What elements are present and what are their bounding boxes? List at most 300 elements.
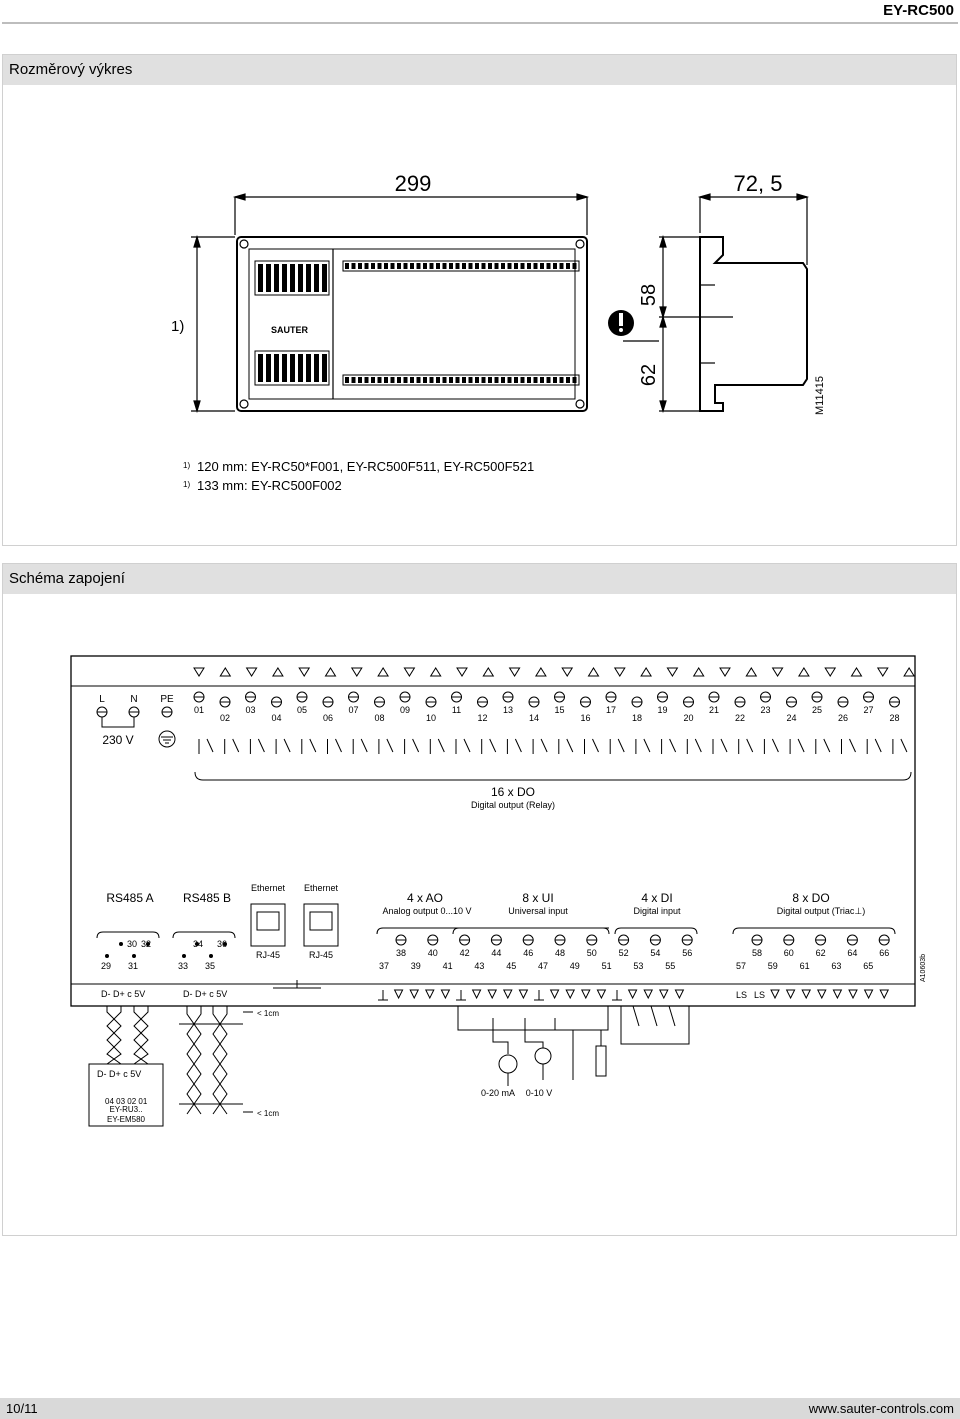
terminal-tooth [449, 377, 453, 383]
do-group-subtitle: Digital output (Triac⊥) [776, 906, 866, 916]
terminal-slot [274, 354, 279, 382]
relay-contact-switch [850, 739, 856, 752]
dimension-drawing [3, 85, 956, 545]
terminal-tooth [345, 377, 349, 383]
triac-terminal-top-label: 64 [847, 948, 858, 958]
io-terminal-bottom-label: 43 [474, 961, 485, 971]
terminal-tooth [514, 377, 518, 383]
terminal-tooth [436, 263, 440, 269]
relay-terminal-bottom-label: 06 [322, 713, 334, 723]
width-dimension: 299 [394, 171, 432, 196]
terminal-tooth [417, 263, 421, 269]
triangle-symbol [352, 668, 362, 676]
triangle-symbol [597, 990, 605, 998]
io-terminal-top-label: 56 [682, 948, 693, 958]
module-line1: EY-RU3.. [109, 1105, 143, 1114]
io-terminal-top-label: 52 [618, 948, 629, 958]
triangle-symbol [852, 668, 862, 676]
triangle-symbol [904, 668, 914, 676]
terminal-tooth [404, 377, 408, 383]
terminal-tooth [475, 377, 479, 383]
terminal-tooth [462, 377, 466, 383]
triangle-symbol [865, 990, 873, 998]
relay-contact-switch [490, 739, 496, 752]
terminal-tooth [553, 377, 557, 383]
triac-terminal-top-label: 66 [879, 948, 890, 958]
di-group-title: 4 x DI [641, 891, 673, 905]
triangle-symbol [404, 668, 414, 676]
relay-terminal-top-label: 21 [708, 705, 720, 715]
terminal-tooth [566, 377, 570, 383]
bus-a-label: D- D+ c 5V [101, 989, 146, 999]
di-group-subtitle: Digital input [633, 906, 681, 916]
terminal-tooth [540, 377, 544, 383]
page-number: 10/11 [6, 1401, 38, 1416]
terminal-tooth [501, 377, 505, 383]
rs485a-t30: 30 [127, 939, 138, 949]
relay-terminal-bottom-label: 12 [477, 713, 488, 723]
terminal-tooth [553, 263, 557, 269]
top-triangle-row [194, 668, 914, 676]
relay-terminal-top-label: 11 [451, 705, 462, 715]
triangle-symbol [802, 990, 810, 998]
terminal-slot [258, 354, 263, 382]
terminal-tooth [469, 263, 473, 269]
triac-terminal-bottom-label: 59 [767, 961, 778, 971]
terminal-slot [322, 264, 327, 292]
terminal-tooth [462, 263, 466, 269]
terminal-tooth [358, 263, 362, 269]
label-PE: PE [160, 694, 174, 705]
terminal-tooth [521, 263, 525, 269]
relay-group-subtitle: Digital output (Relay) [470, 800, 556, 810]
terminal-tooth [345, 263, 349, 269]
cable-length-2: < 1cm [257, 1109, 280, 1118]
relay-contact-switch [772, 739, 778, 752]
relay-contact-switch [721, 739, 727, 752]
triangle-symbol [880, 990, 888, 998]
header-rule [2, 22, 958, 24]
terminal-slot [314, 354, 319, 382]
group-braces [377, 928, 895, 934]
relay-terminal-bottom-label: 16 [580, 713, 591, 723]
terminal-slot [298, 354, 303, 382]
module-bus-label: D- D+ c 5V [97, 1069, 142, 1079]
module-pins: 04 03 02 01 [105, 1097, 148, 1106]
triangle-symbol [562, 668, 572, 676]
relay-terminal-bottom-label: 10 [425, 713, 437, 723]
relay-contact-switch [207, 739, 213, 752]
terminal-tooth [384, 377, 388, 383]
io-terminal-top-label: 44 [491, 948, 502, 958]
terminal-tooth [508, 263, 512, 269]
note1-marker: 1) [183, 461, 191, 470]
terminal-tooth [371, 263, 375, 269]
terminal-tooth [475, 263, 479, 269]
section-title-dimensions: Rozměrový výkres [3, 55, 956, 85]
terminal-tooth [527, 263, 531, 269]
terminal-tooth [527, 377, 531, 383]
terminal-slot [290, 354, 295, 382]
triangle-symbol [273, 668, 283, 676]
terminal-tooth [456, 377, 460, 383]
relay-terminal-top-label: 17 [605, 705, 617, 715]
terminal-tooth [410, 263, 414, 269]
ai-label-0-20mA: 0-20 mA [480, 1088, 516, 1098]
relay-contact-switch [310, 739, 316, 752]
terminal-tooth [423, 263, 427, 269]
relay-terminal-bottom-label: 24 [786, 713, 797, 723]
relay-terminal-top-label: 19 [657, 705, 668, 715]
triangle-symbol [551, 990, 559, 998]
terminal-tooth [365, 377, 369, 383]
sauter-logo: SAUTER [271, 325, 309, 335]
wiring-diagram [3, 594, 956, 1234]
triangle-symbol [771, 990, 779, 998]
triangle-symbol [629, 990, 637, 998]
terminal-tooth [521, 377, 525, 383]
page-footer [0, 1398, 960, 1419]
website-link[interactable]: www.sauter-controls.com [808, 1401, 954, 1416]
relay-contact-switch [413, 739, 419, 752]
height-marker: 1) [171, 318, 185, 335]
io-terminal-top-label: 54 [650, 948, 661, 958]
io-terminal-bottom-label: 51 [601, 961, 612, 971]
io-terminal-bottom-label: 49 [569, 961, 580, 971]
relay-terminal-top-label: 05 [296, 705, 308, 715]
relay-contacts [199, 739, 907, 754]
terminal-tooth [443, 377, 447, 383]
dimension-62: 62 [638, 363, 660, 387]
terminal-tooth [371, 377, 375, 383]
terminal-tooth [488, 263, 492, 269]
wiring-drawing-code: A10603b [920, 953, 927, 982]
io-terminal-bottom-label: 53 [633, 961, 644, 971]
power-terminals [97, 694, 175, 747]
relay-contact-switch [901, 739, 907, 752]
rj45-2-label: RJ-45 [308, 950, 334, 960]
triangle-symbol [326, 668, 336, 676]
label-N: N [130, 694, 138, 705]
terminal-tooth [430, 377, 434, 383]
triangle-symbol [825, 668, 835, 676]
wiring-section [2, 563, 957, 1236]
terminal-tooth [540, 263, 544, 269]
io-terminals-top [396, 935, 692, 958]
terminal-tooth [456, 263, 460, 269]
relay-terminal-bottom-label: 22 [734, 713, 746, 723]
relay-contact-switch [361, 739, 367, 752]
triangle-symbol [504, 990, 512, 998]
io-terminal-top-label: 42 [459, 948, 470, 958]
triangle-symbol [849, 990, 857, 998]
ethernet2-label: Ethernet [303, 883, 339, 893]
terminal-slot [298, 264, 303, 292]
io-terminal-bottom-label: 47 [537, 961, 549, 971]
triangle-symbol [667, 668, 677, 676]
relay-terminal-top-label: 03 [245, 705, 256, 715]
relay-contact-switch [515, 739, 521, 752]
triangle-symbol [457, 668, 467, 676]
relay-contact-switch [464, 739, 470, 752]
ai-label-0-10V: 0-10 V [525, 1088, 553, 1098]
relay-terminal-bottom-label: 04 [271, 713, 282, 723]
terminal-tooth [495, 377, 499, 383]
triangle-symbol [694, 668, 704, 676]
rs485b-t36: 36 [217, 939, 228, 949]
ls-label-1: LS [736, 990, 748, 1000]
terminal-tooth [560, 377, 564, 383]
triangle-symbol [441, 990, 449, 998]
rs485a-label: RS485 A [106, 891, 154, 905]
ls-label-2: LS [754, 990, 766, 1000]
triangle-symbol [746, 668, 756, 676]
triangle-symbol [220, 668, 230, 676]
terminal-tooth [534, 377, 538, 383]
terminal-tooth [534, 263, 538, 269]
terminal-tooth [436, 377, 440, 383]
triangle-symbol [410, 990, 418, 998]
relay-contact-switch [670, 739, 676, 752]
terminal-tooth [404, 263, 408, 269]
relay-terminal-top-label: 15 [554, 705, 565, 715]
relay-terminal-bottom-label: 02 [219, 713, 231, 723]
triangle-symbol [519, 990, 527, 998]
external-wiring [89, 980, 689, 1126]
triangle-symbol [615, 668, 625, 676]
io-terminal-bottom-label: 45 [506, 961, 517, 971]
terminal-tooth [573, 263, 577, 269]
rs485a-t29: 29 [101, 961, 112, 971]
terminal-tooth [378, 263, 382, 269]
rs485b-t35: 35 [205, 961, 216, 971]
relay-contact-switch [336, 739, 342, 752]
cable-length-1: < 1cm [257, 1009, 280, 1018]
relay-terminal-bottom-label: 20 [683, 713, 694, 723]
triangle-symbol [878, 668, 888, 676]
triac-terminals-bottom [736, 961, 873, 971]
bus-b-label: D- D+ c 5V [183, 989, 228, 999]
dimension-58: 58 [638, 283, 660, 307]
io-terminal-top-label: 50 [586, 948, 597, 958]
triac-terminal-top-label: 62 [815, 948, 826, 958]
rs485a-t32: 32 [141, 939, 152, 949]
triangle-symbol [483, 668, 493, 676]
triac-terminal-bottom-label: 65 [863, 961, 874, 971]
terminal-tooth [560, 263, 564, 269]
terminal-tooth [547, 377, 551, 383]
triangle-symbol [194, 668, 204, 676]
relay-terminal-bottom-label: 18 [631, 713, 643, 723]
relay-contact-switch [593, 739, 599, 752]
ui-group-title: 8 x UI [522, 891, 554, 905]
warning-icon [608, 310, 634, 336]
triangle-symbol [566, 990, 574, 998]
triangle-symbol [720, 668, 730, 676]
relay-contact-switch [875, 739, 881, 752]
product-title: EY-RC500 [883, 2, 954, 19]
terminal-tooth [358, 377, 362, 383]
terminal-tooth [443, 263, 447, 269]
triangle-symbol [644, 990, 652, 998]
io-terminal-bottom-label: 55 [665, 961, 676, 971]
ethernet1-label: Ethernet [250, 883, 286, 893]
terminal-tooth [482, 263, 486, 269]
triac-terminal-top-label: 60 [783, 948, 794, 958]
note1-text: 120 mm: EY-RC50*F001, EY-RC500F511, EY-RC500F521 [197, 459, 535, 474]
triangle-symbol [582, 990, 590, 998]
triangle-symbol [641, 668, 651, 676]
io-terminal-bottom-label: 39 [410, 961, 421, 971]
relay-terminal-top-label: 01 [193, 705, 205, 715]
terminal-tooth [423, 377, 427, 383]
terminal-tooth [488, 377, 492, 383]
relay-contact-switch [541, 739, 547, 752]
io-terminal-top-label: 38 [395, 948, 407, 958]
rs485b-t33: 33 [178, 961, 189, 971]
label-L: L [99, 694, 105, 705]
relay-terminal-top-label: 07 [348, 705, 359, 715]
triangle-symbol [589, 668, 599, 676]
relay-contact-switch [798, 739, 804, 752]
triangle-symbol [799, 668, 809, 676]
triangle-symbol [773, 668, 783, 676]
terminal-slot [306, 354, 311, 382]
terminal-tooth [397, 377, 401, 383]
triac-terminal-top-label: 58 [751, 948, 763, 958]
note2-marker: 1) [183, 480, 191, 489]
terminal-slot [322, 354, 327, 382]
terminal-tooth [573, 377, 577, 383]
relay-contact-switch [618, 739, 624, 752]
triac-terminal-bottom-label: 61 [799, 961, 810, 971]
terminal-tooth [384, 263, 388, 269]
terminal-tooth [495, 263, 499, 269]
relay-contact-switch [567, 739, 573, 752]
triangle-symbol [818, 990, 826, 998]
voltage-label: 230 V [102, 733, 134, 747]
terminal-tooth [365, 263, 369, 269]
terminal-tooth [508, 377, 512, 383]
io-terminal-top-label: 46 [523, 948, 534, 958]
ui-group-subtitle: Universal input [508, 906, 568, 916]
terminal-tooth [352, 263, 356, 269]
terminal-slot [266, 354, 271, 382]
relay-terminal-top-label: 13 [502, 705, 514, 715]
terminal-tooth [391, 377, 395, 383]
ao-group-subtitle: Analog output 0...10 V [382, 906, 472, 916]
triangle-symbol [299, 668, 309, 676]
section-title-wiring: Schéma zapojení [3, 564, 956, 594]
rs485b-label: RS485 B [182, 891, 232, 905]
depth-dimension: 72, 5 [733, 171, 783, 196]
terminal-tooth [469, 377, 473, 383]
io-terminal-top-label: 40 [427, 948, 438, 958]
triangle-symbol [247, 668, 257, 676]
terminal-tooth [430, 263, 434, 269]
triangle-symbol [395, 990, 403, 998]
terminal-tooth [397, 263, 401, 269]
io-terminal-bottom-label: 37 [378, 961, 390, 971]
relay-contact-switch [438, 739, 444, 752]
triangle-symbol [787, 990, 795, 998]
io-terminal-bottom-label: 41 [442, 961, 453, 971]
relay-terminal-top-label: 25 [811, 705, 823, 715]
ao-group-title: 4 x AO [406, 891, 444, 905]
terminal-tooth [417, 377, 421, 383]
terminal-tooth [547, 263, 551, 269]
terminal-slot [266, 264, 271, 292]
rs485-dots [105, 942, 227, 958]
triac-terminal-bottom-label: 57 [735, 961, 747, 971]
terminal-slot [306, 264, 311, 292]
do-group-title: 8 x DO [792, 891, 830, 905]
relay-terminal-top-label: 09 [399, 705, 411, 715]
relay-contact-switch [824, 739, 830, 752]
relay-contact-switch [747, 739, 753, 752]
rj45-1-label: RJ-45 [255, 950, 281, 960]
terminal-tooth [501, 263, 505, 269]
terminal-slot [314, 264, 319, 292]
relay-contact-switch [387, 739, 393, 752]
module-line2: EY-EM580 [107, 1115, 145, 1124]
terminal-tooth [449, 263, 453, 269]
triangle-symbol [675, 990, 683, 998]
terminal-tooth [566, 263, 570, 269]
rs485a-t31: 31 [128, 961, 139, 971]
relay-contact-switch [644, 739, 650, 752]
triangle-symbol [473, 990, 481, 998]
triangle-symbol [488, 990, 496, 998]
terminal-slot [282, 264, 287, 292]
bottom-symbol-row [378, 990, 888, 1000]
terminal-tooth [378, 377, 382, 383]
drawing-code: M11415 [814, 376, 826, 415]
terminal-slot [258, 264, 263, 292]
terminal-tooth [482, 377, 486, 383]
relay-terminal-bottom-label: 08 [374, 713, 385, 723]
note2-text: 133 mm: EY-RC500F002 [197, 478, 342, 493]
relay-terminals-top [194, 692, 874, 715]
relay-contact-switch [258, 739, 264, 752]
bus-module-box [97, 1069, 148, 1124]
triangle-symbol [833, 990, 841, 998]
relay-terminal-top-label: 23 [760, 705, 771, 715]
relay-terminal-bottom-label: 14 [528, 713, 540, 723]
triangle-symbol [378, 668, 388, 676]
terminal-tooth [352, 377, 356, 383]
relay-group-title: 16 x DO [490, 785, 536, 799]
relay-terminal-top-label: 27 [863, 705, 874, 715]
page-header [0, 0, 960, 28]
triac-terminal-bottom-label: 63 [831, 961, 842, 971]
triangle-symbol [431, 668, 441, 676]
relay-terminal-bottom-label: 26 [837, 713, 849, 723]
io-terminal-top-label: 48 [554, 948, 566, 958]
terminal-slot [290, 264, 295, 292]
io-terminals-bottom [379, 961, 675, 971]
relay-contact-switch [233, 739, 239, 752]
rs485b-t34: 34 [193, 939, 204, 949]
terminal-tooth [410, 377, 414, 383]
relay-contact-switch [284, 739, 290, 752]
terminal-tooth [391, 263, 395, 269]
terminal-tooth [514, 263, 518, 269]
relay-contact-switch [695, 739, 701, 752]
dimension-section [2, 54, 957, 546]
triangle-symbol [426, 990, 434, 998]
relay-terminal-bottom-label: 28 [889, 713, 900, 723]
